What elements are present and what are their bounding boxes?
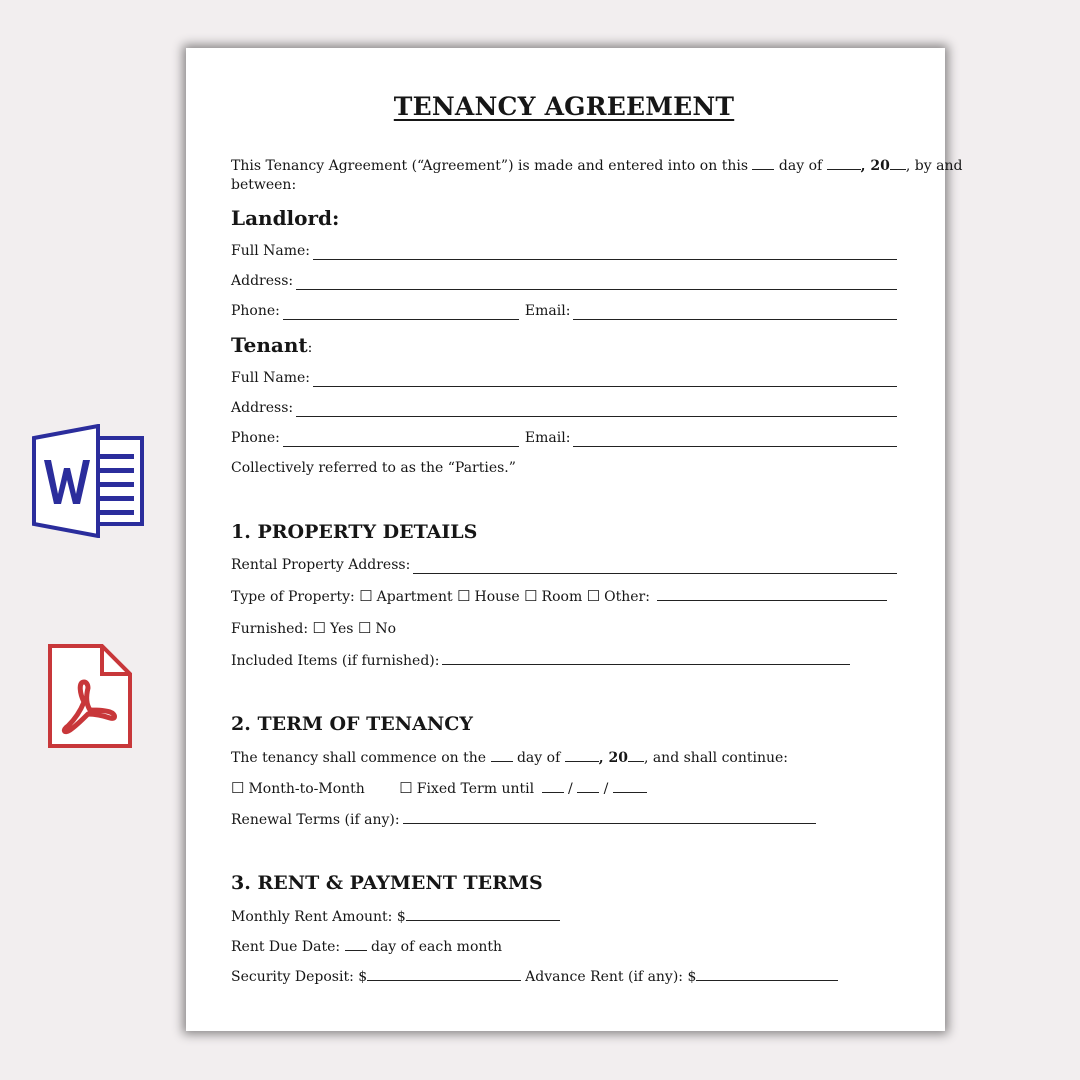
tenant-contact-row: Phone: Email: [231, 429, 897, 447]
checkbox-furnished-yes[interactable]: ☐ [312, 619, 326, 637]
rental-address-field[interactable] [413, 560, 897, 574]
landlord-email-field[interactable] [573, 306, 897, 320]
intro-line: This Tenancy Agreement (“Agreement”) is made and entered into on this day of , 20 , by and [231, 158, 963, 174]
advance-rent-field[interactable] [696, 967, 838, 981]
landlord-full-name-field[interactable] [313, 246, 897, 260]
renewal-terms-field[interactable] [403, 810, 816, 824]
renewal-terms-row: Renewal Terms (if any): [231, 810, 897, 829]
commence-day-field[interactable] [491, 748, 513, 762]
rent-due-date-row: Rent Due Date: day of each month [231, 939, 503, 955]
year-blank[interactable] [890, 156, 906, 170]
fixed-term-day-field[interactable] [577, 779, 599, 793]
commence-month-field[interactable] [565, 748, 599, 762]
section-3-heading: 3. RENT & PAYMENT TERMS [231, 872, 543, 894]
included-items-row: Included Items (if furnished): [231, 651, 897, 670]
checkbox-furnished-no[interactable]: ☐ [357, 619, 372, 637]
tenant-full-name-field[interactable] [313, 373, 897, 387]
day-blank[interactable] [752, 156, 774, 170]
fixed-term-year-field[interactable] [613, 779, 647, 793]
commence-year-field[interactable] [628, 748, 644, 762]
tenant-heading: Tenant: [231, 333, 313, 357]
included-items-field[interactable] [442, 651, 850, 665]
intro-line-2: between: [231, 177, 297, 193]
term-options-row: ☐ Month-to-Month ☐ Fixed Term until / / [231, 779, 897, 798]
checkbox-room[interactable]: ☐ [524, 587, 538, 605]
checkbox-apartment[interactable]: ☐ [359, 587, 373, 605]
other-type-field[interactable] [657, 587, 887, 601]
checkbox-fixed-term[interactable]: ☐ [399, 779, 413, 797]
pdf-document-icon [46, 642, 134, 750]
checkbox-other[interactable]: ☐ [586, 587, 601, 605]
tenant-full-name-row: Full Name: [231, 369, 897, 387]
parties-text: Collectively referred to as the “Parties.” [231, 460, 516, 476]
deposit-row: Security Deposit: $ Advance Rent (if any): $ [231, 967, 897, 986]
word-document-icon [30, 424, 146, 538]
tenant-phone-field[interactable] [283, 433, 519, 447]
checkbox-month-to-month[interactable]: ☐ [231, 779, 245, 797]
tenant-address-field[interactable] [296, 403, 897, 417]
landlord-heading: Landlord: [231, 206, 340, 230]
tenant-address-row: Address: [231, 399, 897, 417]
commence-row: The tenancy shall commence on the day of , 20 , and shall continue: [231, 750, 788, 766]
property-type-row: Type of Property: ☐ Apartment ☐ House ☐ Room ☐ Other: [231, 587, 897, 606]
document-title: TENANCY AGREEMENT [393, 92, 735, 121]
fixed-term-month-field[interactable] [542, 779, 564, 793]
landlord-contact-row: Phone: Email: [231, 302, 897, 320]
monthly-rent-field[interactable] [406, 907, 560, 921]
section-2-heading: 2. TERM OF TENANCY [231, 713, 473, 735]
furnished-row: Furnished: ☐ Yes ☐ No [231, 619, 397, 637]
landlord-address-row: Address: [231, 272, 897, 290]
security-deposit-field[interactable] [367, 967, 521, 981]
landlord-full-name-row: Full Name: [231, 242, 897, 260]
document-page [186, 48, 963, 1031]
month-blank[interactable] [827, 156, 861, 170]
section-1-heading: 1. PROPERTY DETAILS [231, 521, 478, 543]
monthly-rent-row: Monthly Rent Amount: $ [231, 907, 897, 926]
rental-address-row: Rental Property Address: [231, 556, 897, 574]
landlord-address-field[interactable] [296, 276, 897, 290]
tenant-email-field[interactable] [573, 433, 897, 447]
landlord-phone-field[interactable] [283, 306, 519, 320]
rent-due-day-field[interactable] [345, 937, 367, 951]
checkbox-house[interactable]: ☐ [457, 587, 471, 605]
